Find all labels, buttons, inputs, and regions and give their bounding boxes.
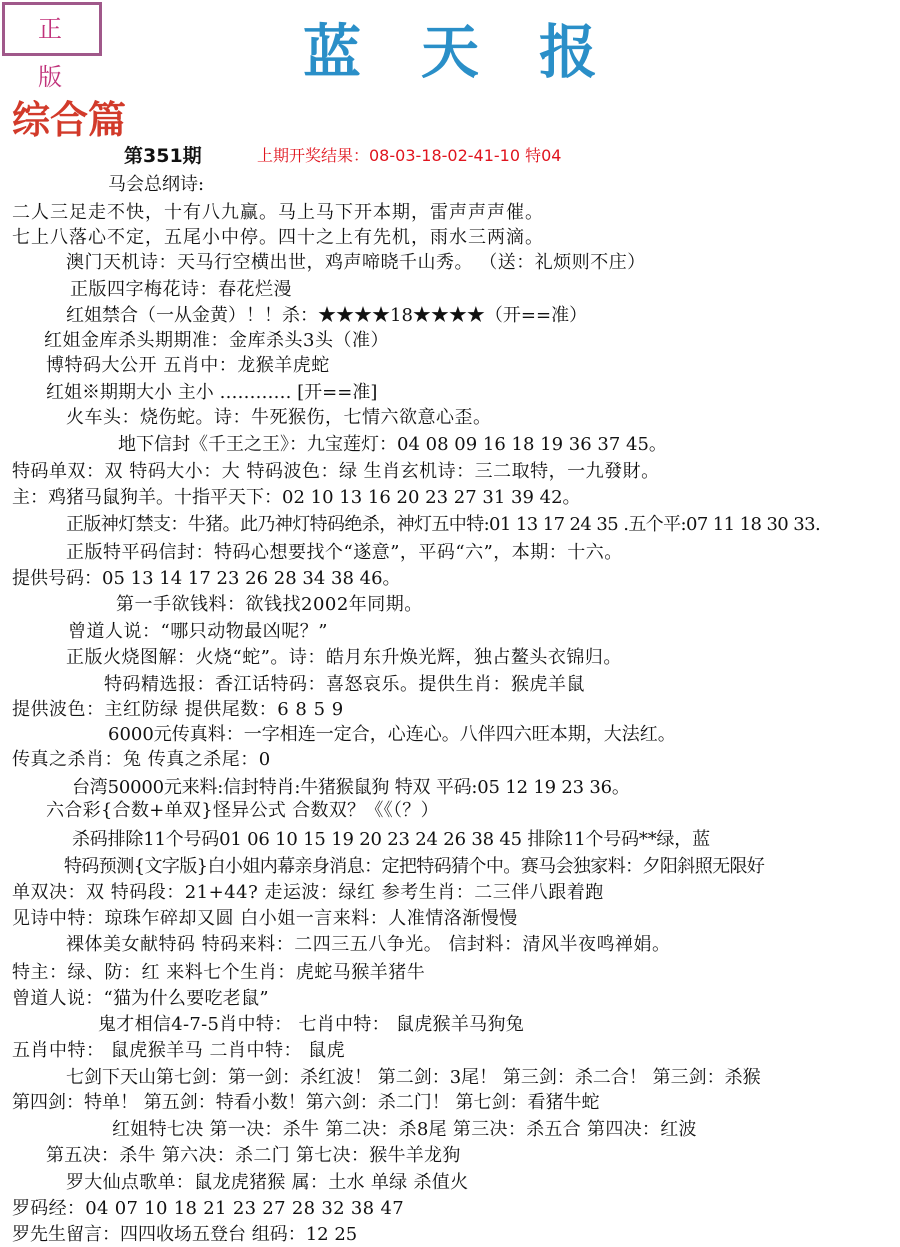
text-line: 传真之杀肖：兔 传真之杀尾：0 xyxy=(12,749,271,770)
text-line: 博特码大公开 五肖中：龙猴羊虎蛇 xyxy=(46,355,330,376)
last-draw-result: 上期开奖结果：08-03-18-02-41-10 特04 xyxy=(257,146,562,165)
text-line: 主：鸡猪马鼠狗羊。十指平天下：02 10 13 16 20 23 27 31 39 42。 xyxy=(12,487,581,508)
text-line: 马会总纲诗: xyxy=(108,174,205,195)
text-line: 曾道人说：“猫为什么要吃老鼠” xyxy=(12,988,269,1009)
newspaper-title: 蓝天报 xyxy=(302,18,657,86)
text-line: 六合彩{合数+单双}怪异公式 合数双？《《（？） xyxy=(46,800,439,821)
text-line: 6000元传真料：一字相连一定合，心连心。八伴四六旺本期，大法红。 xyxy=(108,724,676,745)
section-heading: 综合篇 xyxy=(12,97,127,142)
text-line: 特主：绿、防：红 来料七个生肖：虎蛇马猴羊猪牛 xyxy=(12,962,426,983)
genuine-badge: 正 版 xyxy=(2,2,102,56)
text-line: 五肖中特： 鼠虎猴羊马 二肖中特： 鼠虎 xyxy=(12,1040,346,1061)
text-line: 单双决：双 特码段：21+44? 走运波：绿红 参考生肖：二三伴八跟着跑 xyxy=(12,882,604,903)
text-line: 红姐金库杀头期期准：金库杀头3头（准） xyxy=(44,330,389,351)
text-line: 火车头：烧伤蛇。诗：牛死猴伤，七情六欲意心歪。 xyxy=(66,407,492,428)
text-line: 鬼才相信4-7-5肖中特： 七肖中特： 鼠虎猴羊马狗兔 xyxy=(98,1014,525,1035)
text-line: 七上八落心不定，五尾小中停。四十之上有先机，雨水三两滴。 xyxy=(12,227,544,248)
text-line: 正版特平码信封：特码心想要找个“遂意”，平码“六”，本期：十六。 xyxy=(66,542,623,563)
text-line: 正版神灯禁支：牛猪。此乃神灯特码绝杀，神灯五中特:01 13 17 24 35 .五个平:07 11 18 30 33. xyxy=(66,514,821,535)
text-line: 杀码排除11个号码01 06 10 15 19 20 23 24 26 38 45 排除11个号码**绿，蓝 xyxy=(72,829,710,850)
text-line: 特码预测{文字版}白小姐内幕亲身消息：定把特码猜个中。赛马会独家料：夕阳斜照无限好 xyxy=(64,856,765,877)
text-line: 地下信封《千王之王》：九宝莲灯：04 08 09 16 18 19 36 37 45。 xyxy=(118,434,667,455)
text-line: 提供号码：05 13 14 17 23 26 28 34 38 46。 xyxy=(12,568,401,589)
text-line: 第四剑：特单！ 第五剑：特看小数！第六剑：杀二门！ 第七剑：看猪牛蛇 xyxy=(12,1092,600,1113)
issue-number: 第351期 xyxy=(124,145,202,167)
text-line: 裸体美女献特码 特码来料：二四三五八争光。 信封料：清风半夜鸣禅娟。 xyxy=(66,934,671,955)
text-line: 罗大仙点歌单：鼠龙虎猪猴 属：土水 单绿 杀值火 xyxy=(66,1172,469,1193)
text-line: 正版四字梅花诗：春花烂漫 xyxy=(70,279,292,300)
text-line: 正版火烧图解：火烧“蛇”。诗：皓月东升焕光辉，独占鳌头衣锦归。 xyxy=(66,647,622,668)
text-line: 提供波色：主红防绿 提供尾数：6 8 5 9 xyxy=(12,699,344,720)
text-line: 二人三足走不快，十有八九赢。马上马下开本期，雷声声声催。 xyxy=(12,202,544,223)
text-line: 第一手欲钱料：欲钱找2002年同期。 xyxy=(116,594,423,615)
text-line: 特码单双：双 特码大小：大 特码波色：绿 生肖玄机诗：三二取特，一九發財。 xyxy=(12,461,660,482)
text-line: 红姐※期期大小 主小 ………… [开==准] xyxy=(46,382,378,403)
text-line: 澳门天机诗：天马行空横出世，鸡声啼晓千山秀。 （送：礼烦则不庄） xyxy=(66,252,646,273)
text-line: 第五决：杀牛 第六决：杀二门 第七决：猴牛羊龙狗 xyxy=(46,1145,461,1166)
text-line: 七剑下天山第七剑：第一剑：杀红波！ 第二剑：3尾！ 第三剑：杀二合！ 第三剑：杀猴 xyxy=(66,1067,761,1088)
text-line: 台湾50000元来料:信封特肖:牛猪猴鼠狗 特双 平码:05 12 19 23 36。 xyxy=(72,777,630,798)
text-line: 罗码经：04 07 10 18 21 23 27 28 32 38 47 xyxy=(12,1198,404,1219)
text-line: 红姐特七决 第一决：杀牛 第二决：杀8尾 第三决：杀五合 第四决：红波 xyxy=(112,1119,697,1140)
text-line: 红姐禁合（一从金黄）！！杀：★★★★18★★★★（开==准） xyxy=(66,305,588,326)
text-line: 罗先生留言：四四收场五登台 组码：12 25 xyxy=(12,1224,358,1245)
text-line: 特码精选报：香江话特码：喜怒哀乐。提供生肖：猴虎羊鼠 xyxy=(104,674,585,695)
text-line: 见诗中特：琼珠乍碎却又圆 白小姐一言来料：人准情洛渐慢慢 xyxy=(12,908,518,929)
text-line: 曾道人说：“哪只动物最凶呢？” xyxy=(68,621,328,642)
